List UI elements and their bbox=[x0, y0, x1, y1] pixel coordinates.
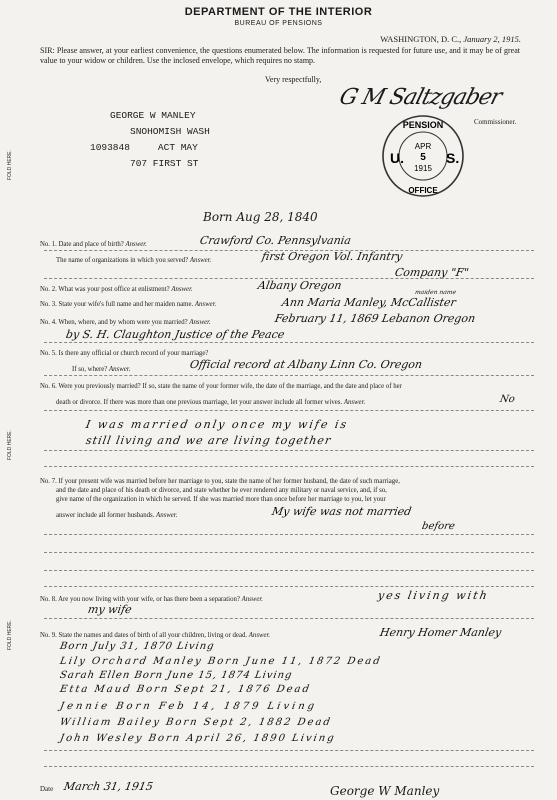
answer-line bbox=[44, 466, 534, 467]
stamp-left: U. bbox=[390, 150, 404, 166]
question-7b: and the date and place of his death or divorce, and state whether he ever rendered any military or naval service, and, if so, bbox=[56, 487, 387, 494]
question-5b-text: If so, where? bbox=[72, 366, 108, 373]
date-label: Date bbox=[40, 785, 54, 793]
pensioner-signature: George W Manley bbox=[330, 784, 440, 798]
answer-1c: Company "F" bbox=[393, 266, 470, 279]
signed-date: March 31, 1915 bbox=[62, 780, 154, 793]
answer-label: Answer. bbox=[194, 301, 217, 308]
child-row: William Bailey Born Sept 2, 1882 Dead bbox=[59, 717, 333, 728]
born-note: Born Aug 28, 1840 bbox=[203, 210, 318, 224]
answer-line bbox=[44, 450, 534, 451]
answer-label: Answer. bbox=[189, 257, 212, 264]
question-8-text: No. 8. Are you now living with your wife, or has there been a separation? bbox=[40, 596, 240, 603]
answer-line bbox=[44, 342, 534, 343]
address-cert: 1093848 bbox=[90, 142, 130, 153]
answer-4b: by S. H. Claughton Justice of the Peace bbox=[64, 328, 286, 341]
question-9-text: No. 9. State the names and dates of birth of all your children, living or dead. bbox=[40, 632, 248, 639]
question-9 bbox=[40, 631, 270, 640]
stamp-right: S. bbox=[446, 150, 460, 166]
answer-1b: first Oregon Vol. Infantry bbox=[260, 250, 404, 263]
answer-7: My wife was not married bbox=[270, 505, 413, 518]
question-7c: give name of the organization in which he served. If she was married more than once before her marriage to you, let your bbox=[56, 496, 386, 503]
question-3 bbox=[40, 300, 216, 309]
answer-label: Answer. bbox=[189, 319, 211, 326]
closing: Very respectfully, bbox=[265, 75, 322, 84]
question-5b bbox=[72, 365, 130, 374]
answer-label: Answer. bbox=[171, 286, 193, 293]
answer-6: No bbox=[499, 394, 516, 405]
answer-label: Answer. bbox=[241, 596, 263, 603]
answer-line bbox=[44, 570, 534, 571]
dateline-date: January 2, 1915. bbox=[463, 34, 521, 44]
fold-label-top: FOLD HERE. bbox=[7, 150, 13, 181]
answer-label: Answer. bbox=[248, 632, 271, 639]
answer-label: Answer. bbox=[125, 241, 147, 248]
dateline bbox=[380, 34, 521, 44]
answer-line bbox=[44, 534, 534, 535]
question-7d bbox=[56, 511, 177, 520]
question-2-text: No. 2. What was your post office at enlistment? bbox=[40, 286, 170, 293]
child-row: Etta Maud Born Sept 21, 1876 Dead bbox=[59, 684, 312, 695]
question-5: No. 5. Is there any official or church record of your marriage? bbox=[40, 350, 209, 357]
answer-line bbox=[44, 375, 534, 376]
answer-1: Crawford Co. Pennsylvania bbox=[198, 234, 353, 247]
answer-6c: still living and we are living together bbox=[84, 434, 333, 447]
question-1b-text: The name of organizations in which you served? bbox=[56, 257, 189, 264]
answer-line bbox=[44, 586, 534, 587]
answer-label: Answer. bbox=[156, 512, 178, 519]
answer-9: Henry Homer Manley bbox=[378, 626, 503, 639]
address-street: 707 FIRST ST bbox=[130, 158, 199, 169]
child-row: John Wesley Born April 26, 1890 Living bbox=[59, 733, 337, 744]
child-row: Jennie Born Feb 14, 1879 Living bbox=[59, 701, 318, 712]
question-6b bbox=[56, 398, 365, 407]
child-row: Lily Orchard Manley Born June 11, 1872 Dead bbox=[59, 656, 383, 667]
question-6b-text: death or divorce. If there was more than one previous marriage, let your answer include all former wives. bbox=[56, 399, 343, 406]
address-act: ACT MAY bbox=[157, 142, 198, 153]
dateline-place: WASHINGTON, D. C., bbox=[380, 34, 462, 44]
answer-3-maiden-note: maiden name bbox=[414, 289, 457, 296]
fold-label-middle: FOLD HERE. bbox=[7, 430, 13, 461]
bureau-heading: BUREAU OF PENSIONS bbox=[234, 20, 323, 27]
question-4-text: No. 4. When, where, and by whom were you married? bbox=[40, 319, 188, 326]
question-1 bbox=[40, 240, 147, 249]
question-1b bbox=[56, 256, 211, 265]
child-row: Born July 31, 1870 Living bbox=[59, 641, 216, 652]
stamp-day: 5 bbox=[420, 152, 426, 163]
answer-line bbox=[44, 750, 534, 751]
address-name: GEORGE W MANLEY bbox=[110, 110, 196, 121]
question-7: No. 7. If your present wife was married before her marriage to you, state the name of her former husband, the date of such marriage, bbox=[40, 478, 400, 485]
answer-2: Albany Oregon bbox=[256, 279, 343, 292]
answer-5: Official record at Albany Linn Co. Oregon bbox=[188, 358, 424, 371]
commissioner-label: Commissioner. bbox=[474, 118, 517, 126]
answer-line bbox=[44, 410, 534, 411]
postmark-stamp bbox=[380, 113, 466, 199]
commissioner-signature: G M Saltzgaber bbox=[336, 85, 504, 110]
stamp-bottom: OFFICE bbox=[408, 186, 438, 195]
question-4 bbox=[40, 318, 211, 327]
answer-line bbox=[44, 618, 534, 619]
stamp-year: 1915 bbox=[414, 164, 432, 173]
answer-label: Answer. bbox=[109, 366, 131, 373]
question-2 bbox=[40, 285, 193, 294]
question-8 bbox=[40, 595, 263, 604]
answer-8: yes living with bbox=[376, 589, 490, 602]
address-block bbox=[90, 108, 210, 172]
question-7d-text: answer include all former husbands. bbox=[56, 512, 155, 519]
answer-3: Ann Maria Manley, McCallister bbox=[280, 296, 457, 309]
department-heading: DEPARTMENT OF THE INTERIOR bbox=[184, 6, 373, 18]
answer-label: Answer. bbox=[343, 399, 366, 406]
answer-line bbox=[44, 766, 534, 767]
question-1-text: No. 1. Date and place of birth? bbox=[40, 241, 124, 248]
address-city: SNOHOMISH WASH bbox=[130, 126, 210, 137]
answer-8b: my wife bbox=[86, 603, 133, 616]
answer-4: February 11, 1869 Lebanon Oregon bbox=[273, 312, 477, 325]
answer-line bbox=[44, 552, 534, 553]
fold-label-bottom: FOLD HERE. bbox=[7, 620, 13, 651]
intro-paragraph: SIR: Please answer, at your earliest convenience, the questions enumerated below. The information is requested for future use, and it may be of great value to your widow or children. Use the inclosed envelope, which requires no stamp. bbox=[40, 46, 520, 65]
answer-7b: before bbox=[421, 521, 456, 532]
child-row: Sarah Ellen Born June 15, 1874 Living bbox=[59, 670, 294, 681]
stamp-month: APR bbox=[414, 142, 432, 151]
stamp-top: PENSION bbox=[402, 120, 444, 130]
question-3-text: No. 3. State your wife's full name and her maiden name. bbox=[40, 301, 194, 308]
answer-6b: I was married only once my wife is bbox=[84, 418, 350, 431]
question-6: No. 6. Were you previously married? If so, state the name of your former wife, the date of the marriage, and the date and place of her bbox=[40, 383, 402, 390]
